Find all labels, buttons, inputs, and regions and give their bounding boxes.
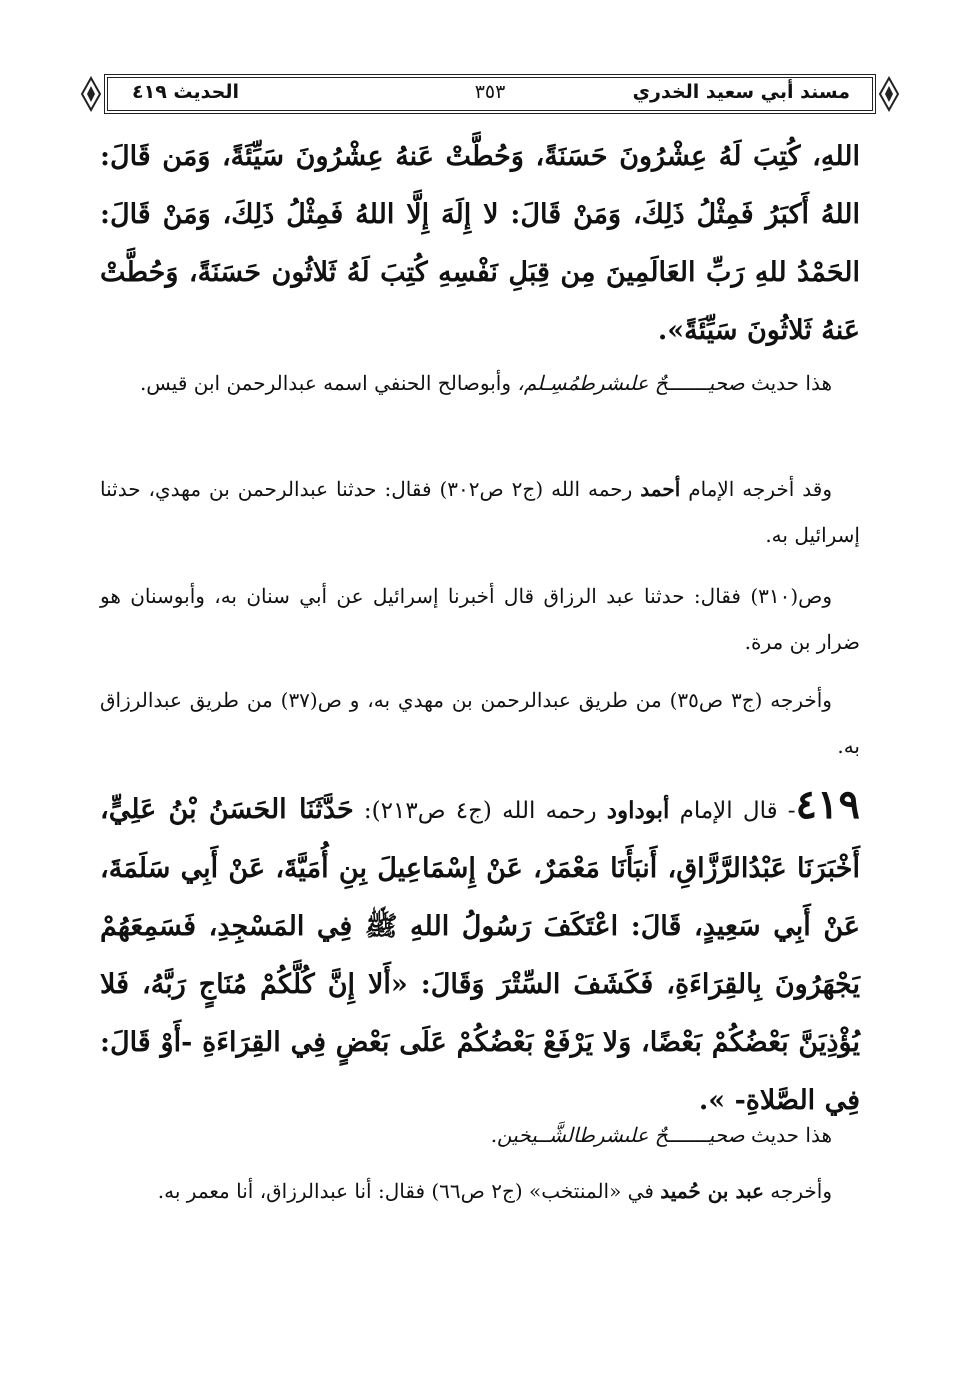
note-text: وأبوصالح الحنفي اسمه عبدالرحمن ابن قيس. [139,371,518,395]
grading-calligraphy: صحيـــــــحٌ علىشرطالشَّــيخين. [490,1123,745,1147]
hadith-reference: الحديث ٤١٩ [132,81,239,103]
ornament-left-icon [80,76,102,112]
imam-name: أبوداود [606,797,670,824]
grading-note-418 [100,360,860,406]
hadith-isnad: حَدَّثَنَا الحَسَنُ بْنُ عَلِيٍّ، أَخْبَرَنَا عَبْدُالرَّزَّاقِ، أَنبَأَنَا مَعْمَرٌ، عَنْ إِسْمَاعِيلَ بِنِ أُمَيَّةَ، عَنْ أَبِي سَلَمَةَ، عَنْ أَبِي سَعِيدٍ، قَالَ: اعْتَكَفَ رَسُولُ اللهِ ﷺ فِي المَسْجِدِ، فَسَمِعَهُمْ يَجْهَرُونَ بِالقِرَاءَةِ، فَكَشَفَ السِّتْرَ وَقَالَ: [100,794,860,1000]
author-name: عبد بن حُميد [660,1179,764,1203]
grading-note-419 [100,1112,860,1158]
note-text: رحمه الله (ج٢ ص٣٠٢) فقال: حدثنا عبدالرحمن بن مهدي، حدثنا إسرائيل به. [100,477,860,547]
hadith-418-text: اللهِ، كُتِبَ لَهُ عِشْرُونَ حَسَنَةً، وَحُطَّتْ عَنهُ عِشْرُونَ سَيِّئَةً، وَمَن قَالَ: اللهُ أَكبَرُ فَمِثْلُ ذَلِكَ، وَمَنْ قَالَ: لا إِلَهَ إِلَّا اللهُ فَمِثْلُ ذَلِكَ، وَمَنْ قَالَ: الحَمْدُ للهِ رَبِّ العَالَمِينَ مِن قِبَلِ نَفْسِهِ كُتِبَ لَهُ ثَلاثُون حَسَنَةً، وَحُطَّتْ عَنهُ ثَلاثُونَ سَيِّئَةً». [100,141,860,346]
takhrij-note-abd-bin-humaid [100,1168,860,1214]
book-title: مسند أبي سعيد الخدري [632,81,850,103]
note-text: وص(٣١٠) فقال: حدثنا عبد الرزاق قال أخبرنا إسرائيل عن أبي سنان به، وأبوسنان هو ضرار بن مرة. [100,584,860,654]
hadith-418-ending [100,128,860,360]
takhrij-note-ahmad [100,466,860,558]
note-text: هذا حديث [744,1123,832,1147]
hadith-intro: - قال الإمام [669,798,796,824]
hadith-matn: «أَلا إِنَّ كُلَّكُمْ مُنَاجٍ رَبَّهُ، فَلا يُؤْذِيَنَّ بَعْضُكُمْ بَعْضًا، وَلا يَرْفَعْ بَعْضُكُمْ عَلَى بَعْضٍ فِي القِرَاءَةِ -أَوْ قَالَ: فِي الصَّلاةِ- ». [100,969,860,1116]
takhrij-note-vol3 [100,677,860,769]
note-text: وأخرجه [763,1179,832,1203]
grading-calligraphy: صحيـــــــحٌ علىشرطمُسِـلم، [517,371,745,395]
imam-name: أحمد [640,477,681,501]
note-text: هذا حديث [744,371,832,395]
hadith-intro: رحمه الله (ج٤ ص٢١٣): [353,798,607,824]
ornament-right-icon [878,76,900,112]
running-header [80,70,900,118]
note-text: في «المنتخب» (ج٢ ص٦٦) فقال: أنا عبدالرزاق، أنا معمر به. [157,1179,661,1203]
page-number: ٣٥٣ [474,81,506,103]
note-text: وقد أخرجه الإمام [680,477,833,501]
takhrij-note-page-310 [100,573,860,665]
note-text: وأخرجه (ج٣ ص٣٥) من طريق عبدالرحمن بن مهدي به، و ص(٣٧) من طريق عبدالرزاق به. [100,688,860,758]
hadith-419 [100,776,860,1130]
hadith-number: ٤١٩ [795,781,860,828]
